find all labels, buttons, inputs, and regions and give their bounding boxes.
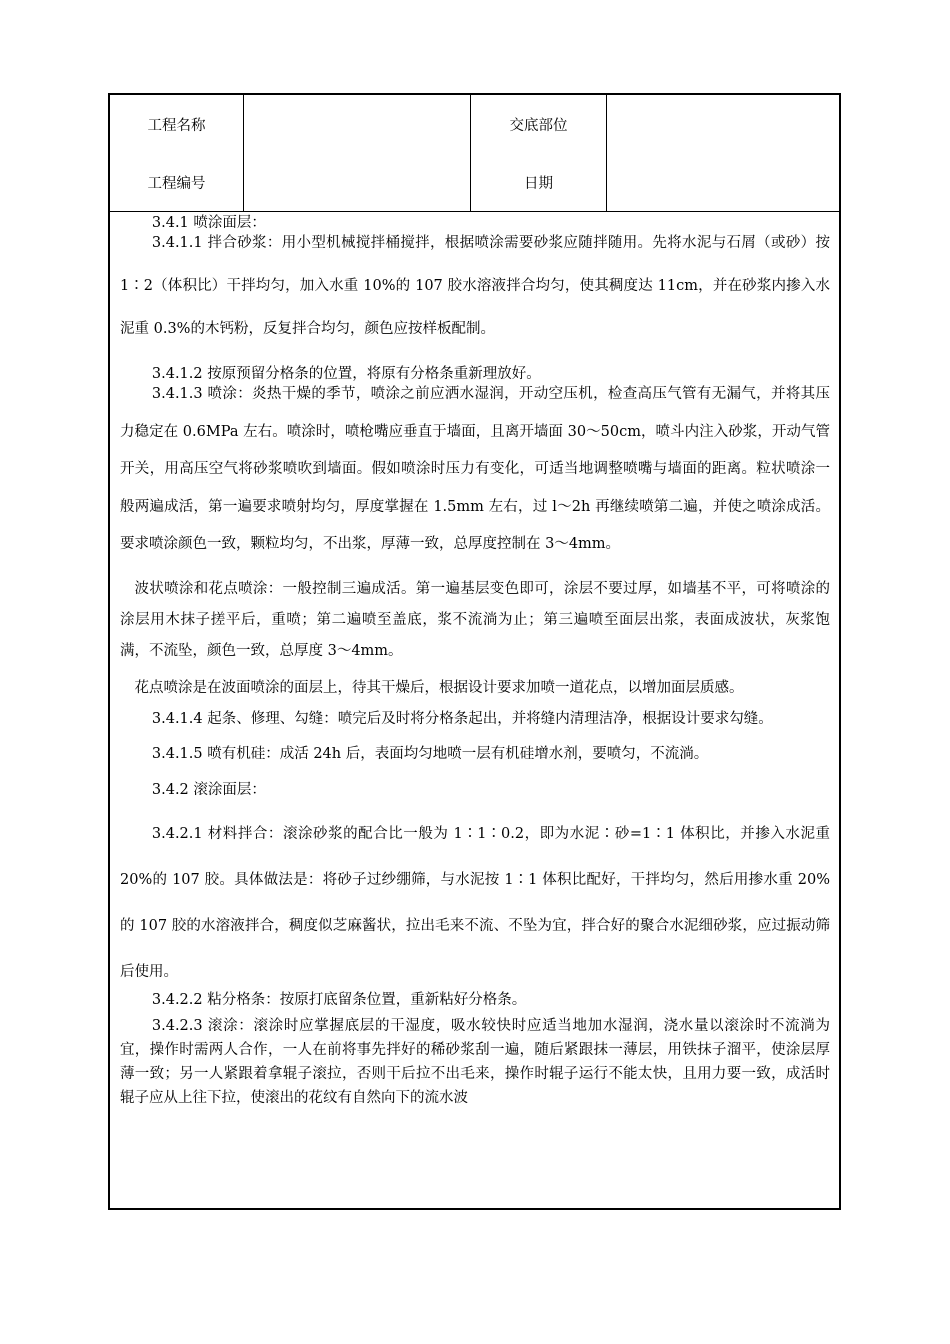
project-name-field[interactable] <box>244 95 471 153</box>
paragraph-3-4-1-5: 3.4.1.5 喷有机硅：成活 24h 后，表面均匀地喷一层有机硅增水剂，要喷匀，不流淌。 <box>151 745 709 762</box>
location-label: 交底部位 <box>471 95 607 153</box>
project-no-field[interactable] <box>244 153 471 211</box>
paragraph-3-4-1-4: 3.4.1.4 起条、修理、勾缝：喷完后及时将分格条起出，并将缝内清理洁净，根据设计要求勾缝。 <box>151 710 773 727</box>
project-name-label: 工程名称 <box>110 95 244 153</box>
section-3-4-1-title: 3.4.1 喷涂面层： <box>151 215 266 231</box>
paragraph-flower-spray: 花点喷涂是在波面喷涂的面层上，待其干燥后，根据设计要求加喷一道花点，以增加面层质感。 <box>134 679 744 696</box>
project-no-label: 工程编号 <box>110 153 244 211</box>
section-3-4-2-title: 3.4.2 滚涂面层： <box>151 781 266 798</box>
content-area <box>110 212 839 1110</box>
location-field[interactable] <box>607 95 839 153</box>
paragraph-3-4-1-1: 3.4.1.1 拌合砂浆：用小型机械搅拌桶搅拌，根据喷涂需要砂浆应随拌随用。先将水泥与石屑（或砂）按 1∶2（体积比）干拌均匀，加入水重 10%的 107 胶水溶液拌合均匀，使其稠度达 11cm，并在砂浆内掺入水泥重 0.3%的木钙粉，反复拌合均匀，颜色应按样板配制。 <box>120 235 830 337</box>
date-field[interactable] <box>607 153 839 211</box>
paragraph-3-4-2-3: 3.4.2.3 滚涂：滚涂时应掌握底层的干湿度，吸水较快时应适当地加水湿润，浇水量以滚涂时不流淌为宜，操作时需两人合作，一人在前将事先拌好的稀砂浆刮一遍，随后紧跟抹一薄层，用铁抹子溜平，使涂层厚薄一致；另一人紧跟着拿辊子滚拉，否则干后拉不出毛来，操作时辊子运行不能太快，且用力要一致，成活时辊子应从上往下拉，使滚出的花纹有自然向下的流水波 <box>120 1017 830 1106</box>
paragraph-3-4-2-1: 3.4.2.1 材料拌合：滚涂砂浆的配合比一般为 1∶1∶0.2，即为水泥∶砂=1∶1 体积比，并掺入水泥重 20%的 107 胶。具体做法是：将砂子过纱绷筛，与水泥按 1∶1 体积比配好，干拌均匀，然后用掺水重 20%的 107 胶的水溶液拌合，稠度似芝麻酱状，拉出毛来不流、不坠为宜，拌合好的聚合水泥细砂浆，应过振动筛后使用。 <box>120 825 830 980</box>
disclosure-sheet <box>108 93 841 1210</box>
header-table <box>110 95 839 212</box>
paragraph-3-4-2-2: 3.4.2.2 粘分格条：按原打底留条位置，重新粘好分格条。 <box>151 991 527 1008</box>
paragraph-3-4-1-3: 3.4.1.3 喷涂：炎热干燥的季节，喷涂之前应洒水湿润，开动空压机，检查高压气管有无漏气，并将其压力稳定在 0.6MPa 左右。喷涂时，喷枪嘴应垂直于墙面，且离开墙面 30～50cm，喷斗内注入砂浆，开动气管开关，用高压空气将砂浆喷吹到墙面。假如喷涂时压力有变化，可适当地调整喷嘴与墙面的距离。粒状喷涂一般两遍成活，第一遍要求喷射均匀，厚度掌握在 1.5mm 左右，过 l～2h 再继续喷第二遍，并使之喷涂成活。要求喷涂颜色一致，颗粒均匀，不出浆，厚薄一致，总厚度控制在 3～4mm。 <box>120 386 830 552</box>
paragraph-wave-spray: 波状喷涂和花点喷涂：一般控制三遍成活。第一遍基层变色即可，涂层不要过厚，如墙基不平，可将喷涂的涂层用木抹子搓平后，重喷；第二遍喷至盖底，浆不流淌为止；第三遍喷至面层出浆，表面成波状，灰浆饱满，不流坠，颜色一致，总厚度 3～4mm。 <box>120 580 830 659</box>
paragraph-3-4-1-2: 3.4.1.2 按原预留分格条的位置，将原有分格条重新理放好。 <box>151 366 541 382</box>
date-label: 日期 <box>471 153 607 211</box>
